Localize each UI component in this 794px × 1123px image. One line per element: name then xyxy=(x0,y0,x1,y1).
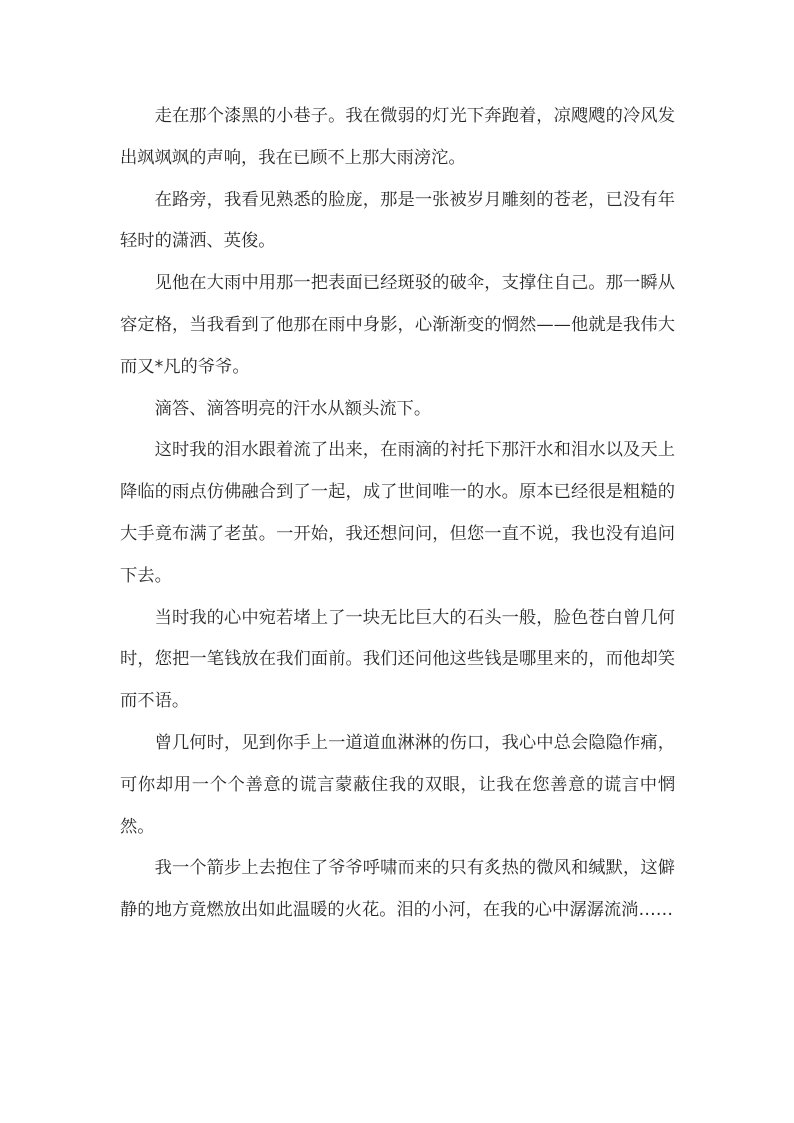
paragraph: 在路旁，我看见熟悉的脸庞，那是一张被岁月雕刻的苍老，已没有年轻时的潇洒、英俊。 xyxy=(120,189,675,252)
paragraph: 见他在大雨中用那一把表面已经斑驳的破伞，支撑住自己。那一瞬从容定格，当我看到了他那在雨中身影，心渐渐变的惘然——他就是我伟大而又*凡的爷爷。 xyxy=(120,273,675,377)
document-body xyxy=(120,96,675,932)
paragraph: 滴答、滴答明亮的汗水从额头流下。 xyxy=(154,398,432,419)
paragraph: 走在那个漆黑的小巷子。我在微弱的灯光下奔跑着，凉飕飕的冷风发出飒飒飒的声响，我在已顾不上那大雨滂沱。 xyxy=(120,106,675,168)
paragraph: 这时我的泪水跟着流了出来，在雨滴的衬托下那汗水和泪水以及天上降临的雨点仿佛融合到了一起，成了世间唯一的水。原本已经很是粗糙的大手竟布满了老茧。一开始，我还想问问，但您一直不说，我也没有追问下去。 xyxy=(120,440,675,586)
paragraph: 曾几何时，见到你手上一道道血淋淋的伤口，我心中总会隐隐作痛，可你却用一个个善意的谎言蒙蔽住我的双眼，让我在您善意的谎言中惘然。 xyxy=(120,732,675,837)
paragraph: 我一个箭步上去抱住了爷爷呼啸而来的只有炙热的微风和缄默，这僻静的地方竟燃放出如此温暖的火花。泪的小河，在我的心中潺潺流淌…… xyxy=(120,858,675,921)
paragraph: 当时我的心中宛若堵上了一块无比巨大的石头一般，脸色苍白曾几何时，您把一笔钱放在我们面前。我们还问他这些钱是哪里来的，而他却笑而不语。 xyxy=(120,607,675,712)
